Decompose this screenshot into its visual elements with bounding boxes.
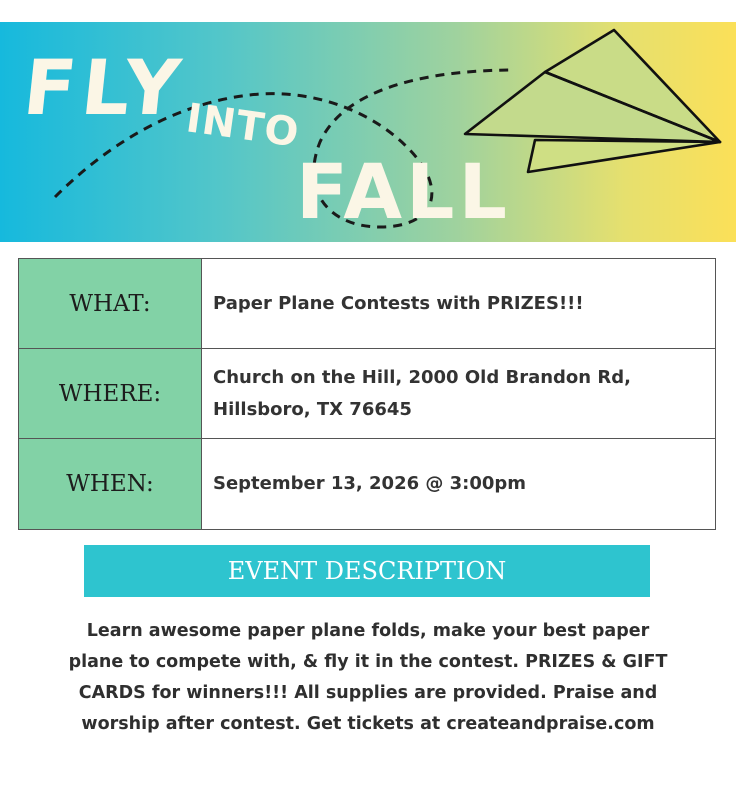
details-row-when: [19, 439, 715, 529]
details-label-what: WHAT:: [19, 259, 202, 348]
banner-word-fall: FALL: [296, 147, 511, 236]
details-value-what: Paper Plane Contests with PRIZES!!!: [213, 292, 584, 314]
details-value-when: September 13, 2026 @ 3:00pm: [213, 473, 527, 495]
details-label-where: WHERE:: [19, 349, 202, 438]
banner-word-into: INTO: [183, 95, 303, 157]
event-description-heading: EVENT DESCRIPTION: [84, 545, 650, 597]
details-row-what: [19, 259, 715, 349]
event-details-table: [18, 258, 716, 530]
header-banner: [0, 22, 736, 242]
event-description-body: Learn awesome paper plane folds, make your best paper plane to compete with, & fly it in the contest. PRIZES & GIFT CARDS for winners!!! All supplies are provided. Praise and worship after contest. Get tickets at createandpraise.com: [68, 621, 668, 734]
details-value-where: Church on the Hill, 2000 Old Brandon Rd, Hillsboro, TX 76645: [213, 367, 631, 420]
details-row-where: [19, 349, 715, 439]
details-label-when: WHEN:: [19, 439, 202, 529]
banner-word-fly: FLY: [19, 43, 191, 132]
